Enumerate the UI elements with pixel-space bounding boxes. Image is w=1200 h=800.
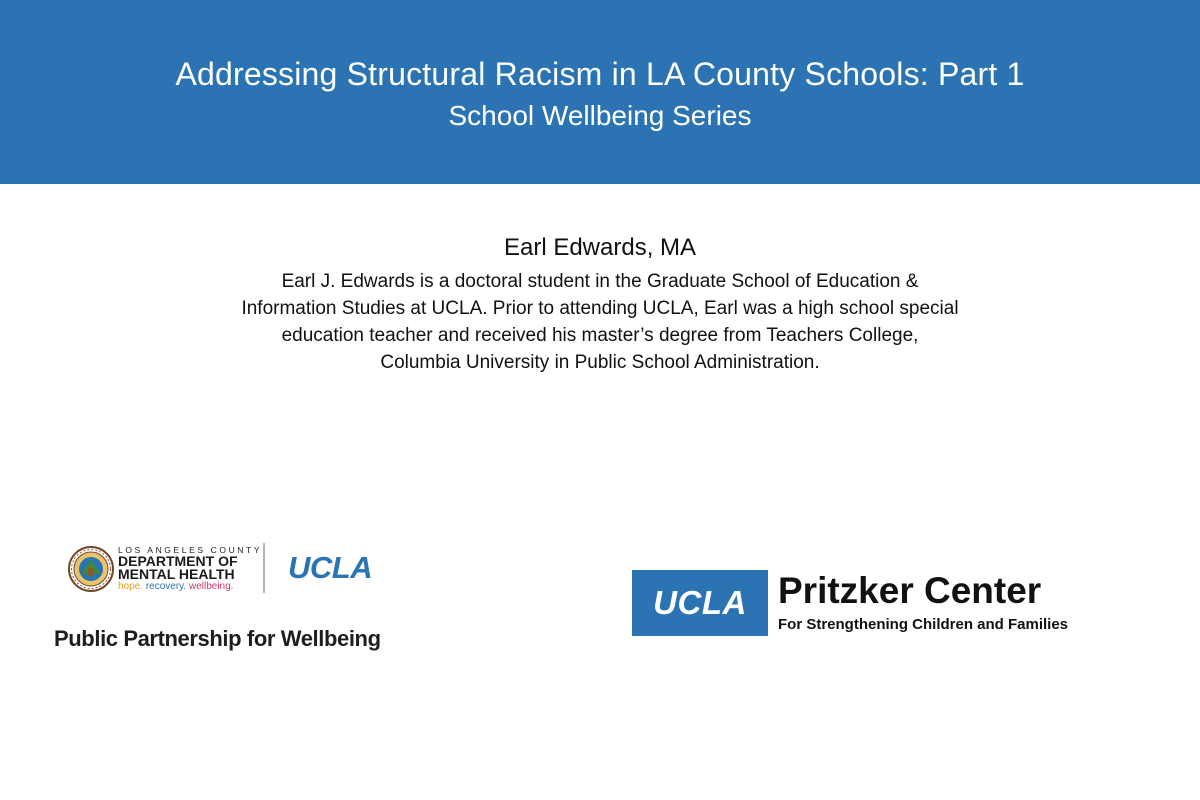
page-title: Addressing Structural Racism in LA County Schools: Part 1 <box>175 56 1025 92</box>
speaker-section <box>200 232 1000 376</box>
ucla-wordmark: UCLA <box>288 550 373 585</box>
dmh-dept-line2: MENTAL HEALTH <box>118 566 235 582</box>
dmh-dept-line1: DEPARTMENT OF <box>118 553 238 569</box>
pritzker-ucla-box: UCLA <box>632 570 768 636</box>
header-banner <box>0 0 1200 184</box>
pritzker-subtitle: For Strengthening Children and Families <box>778 616 1069 633</box>
tagline-recovery: recovery. <box>145 581 187 592</box>
pritzker-center-logo <box>632 570 1132 636</box>
tagline-hope: hope. <box>118 581 144 592</box>
pritzker-name: Pritzker Center <box>778 570 1042 611</box>
partnership-wordmark: Public Partnership for Wellbeing <box>54 626 381 651</box>
dmh-county-label: LOS ANGELES COUNTY <box>118 545 263 555</box>
tagline-wellbeing: wellbeing. <box>188 581 234 592</box>
dmh-ucla-logo <box>68 543 408 603</box>
page-subtitle: School Wellbeing Series <box>448 100 752 131</box>
county-seal-icon <box>68 546 114 592</box>
speaker-bio: Earl J. Edwards is a doctoral student in the Graduate School of Education & Information Studies at UCLA. Prior to attending UCLA, Earl was a high school special education teacher and received his master’s degree from Teachers College, Columbia University in Public School Administration. <box>241 271 959 373</box>
logo-divider <box>263 543 265 593</box>
speaker-name: Earl Edwards, MA <box>503 234 697 261</box>
